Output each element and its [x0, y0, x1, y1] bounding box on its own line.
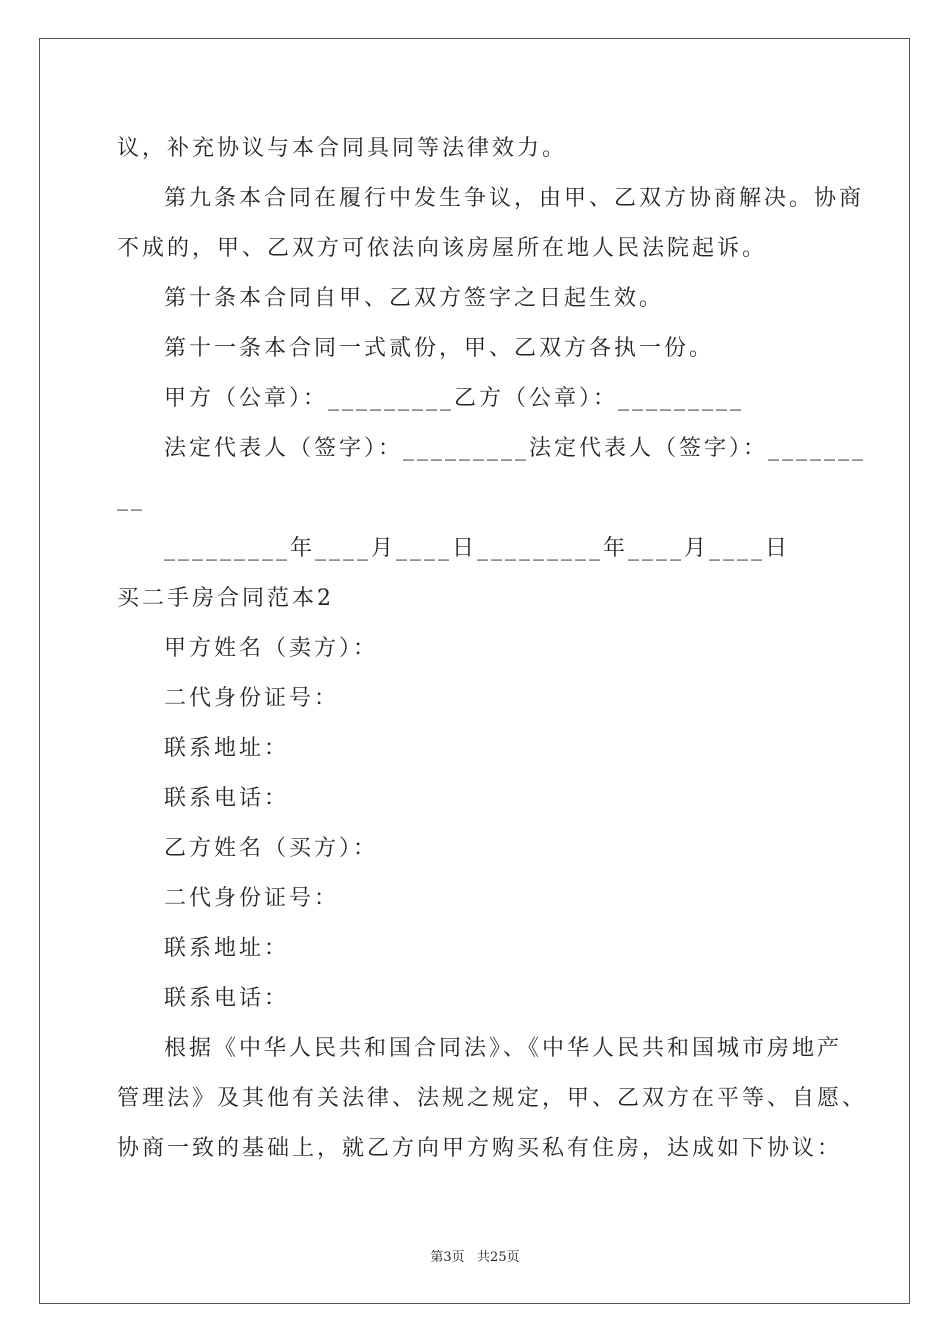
section-heading: 买二手房合同范本2 — [117, 586, 334, 611]
form-field-label: 联系电话： — [164, 786, 290, 811]
body-line: 根据《中华人民共和国合同法》、《中华人民共和国城市房地产 — [164, 1036, 843, 1061]
signature-line: 法定代表人（签字）：_________法定代表人（签字）：_______ — [164, 436, 867, 461]
date-line: _________年____月____日_________年____月____日 — [164, 536, 791, 561]
body-line: 第九条本合同在履行中发生争议，由甲、乙双方协商解决。协商 — [164, 186, 865, 211]
page-number-footer: 第3页 共25页 — [430, 1250, 520, 1265]
form-field-label: 二代身份证号： — [164, 886, 340, 911]
signature-line: 甲方（公章）：_________乙方（公章）：_________ — [164, 386, 745, 411]
body-line: 议，补充协议与本合同具同等法律效力。 — [117, 136, 568, 161]
page-border — [39, 38, 910, 1304]
form-field-label: 乙方姓名（买方）： — [164, 836, 379, 861]
body-line: 第十条本合同自甲、乙双方签字之日起生效。 — [164, 286, 665, 311]
form-field-label: 二代身份证号： — [164, 686, 340, 711]
body-line: 管理法》及其他有关法律、法规之规定，甲、乙双方在平等、自愿、 — [117, 1086, 868, 1111]
body-line: 不成的，甲、乙双方可依法向该房屋所在地人民法院起诉。 — [117, 236, 768, 261]
body-line: 协商一致的基础上，就乙方向甲方购买私有住房，达成如下协议： — [117, 1136, 843, 1161]
form-field-label: 联系地址： — [164, 736, 290, 761]
form-field-label: 联系地址： — [164, 936, 290, 961]
form-field-label: 甲方姓名（卖方）： — [164, 636, 379, 661]
signature-line: __ — [117, 486, 145, 511]
body-line: 第十一条本合同一式贰份，甲、乙双方各执一份。 — [164, 336, 715, 361]
form-field-label: 联系电话： — [164, 986, 290, 1011]
